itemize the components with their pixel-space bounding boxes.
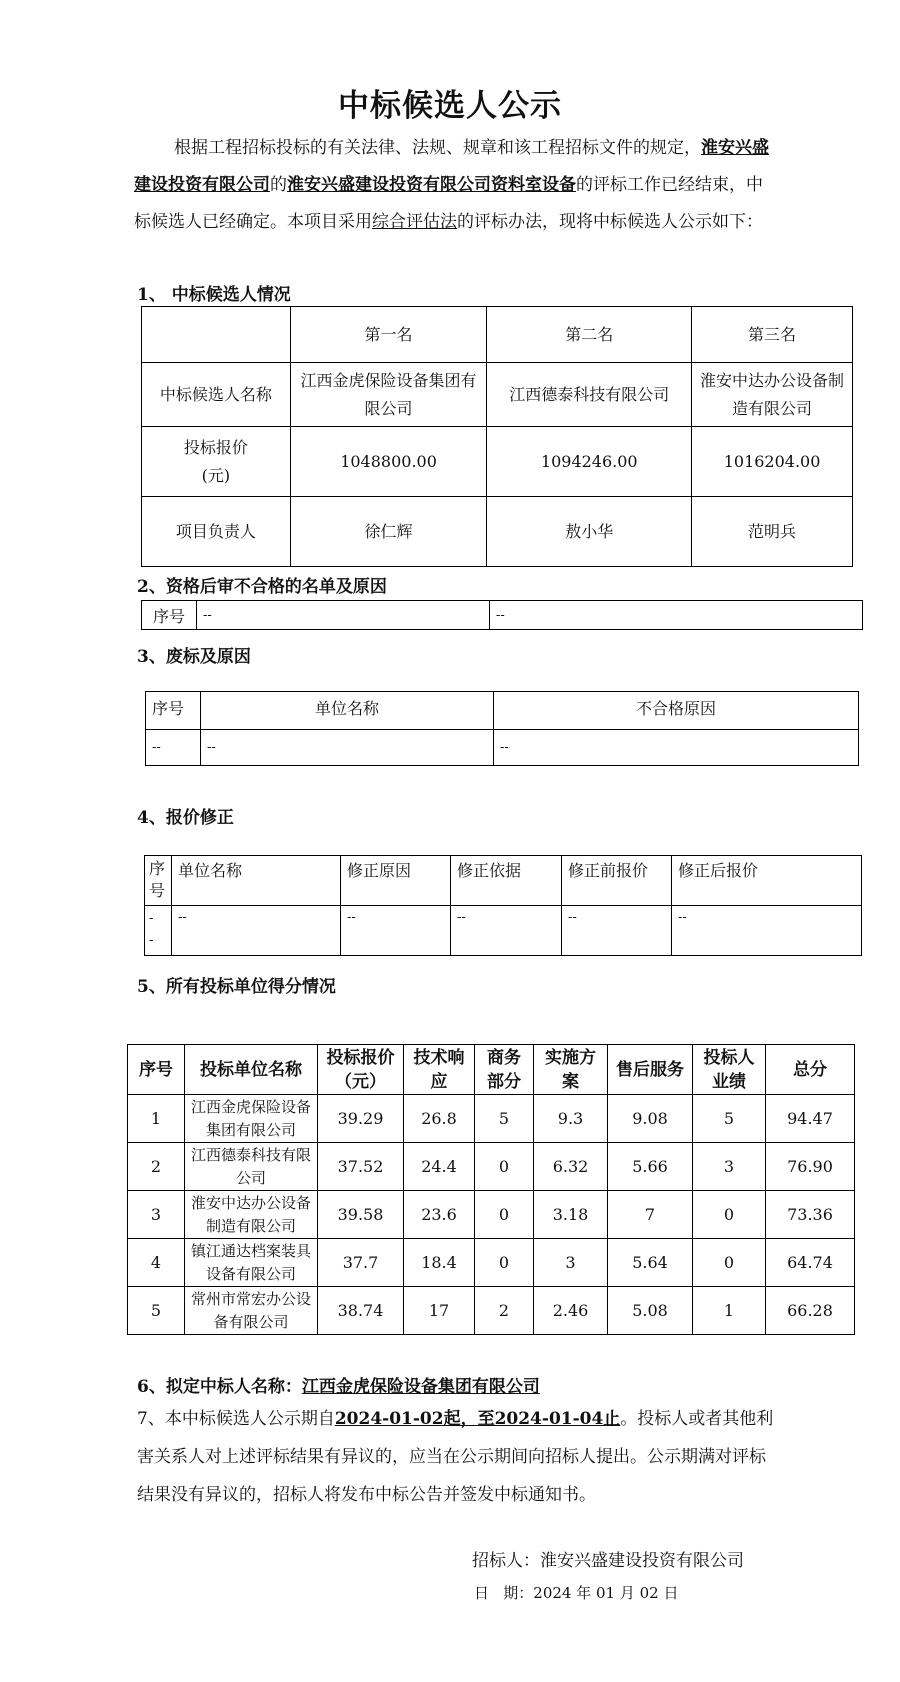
table-cell: 0: [693, 1191, 766, 1239]
price-correction-table: [144, 855, 862, 956]
table-cell: 5: [475, 1095, 534, 1143]
table-row: [142, 427, 853, 497]
table-cell: 修正原因: [341, 856, 451, 906]
table-row: [128, 1143, 855, 1191]
table-row: [128, 1191, 855, 1239]
table-cell: 修正前报价: [562, 856, 672, 906]
table-cell: --: [341, 906, 451, 956]
intro-paragraph: [134, 130, 774, 241]
table-cell: 中标候选人名称: [142, 363, 291, 427]
table-row: [142, 497, 853, 567]
table-cell: 64.74: [766, 1239, 855, 1287]
table-cell: 总分: [766, 1045, 855, 1095]
evaluation-method: 综合评估法: [372, 212, 457, 232]
section7-paragraph: [137, 1400, 777, 1514]
table-cell: 投标报价（元）: [318, 1045, 404, 1095]
table-cell: 序号: [128, 1045, 185, 1095]
table-cell: 23.6: [404, 1191, 475, 1239]
table-cell: 39.58: [318, 1191, 404, 1239]
table-cell: 敖小华: [487, 497, 692, 567]
table-cell: 9.08: [608, 1095, 693, 1143]
scores-table: [127, 1044, 855, 1335]
table-cell: 3: [128, 1191, 185, 1239]
table-cell: 江西德泰科技有限公司: [185, 1143, 318, 1191]
table-row: [146, 692, 859, 730]
table-cell: 投标人业绩: [693, 1045, 766, 1095]
table-cell: 2.46: [534, 1287, 608, 1335]
table-row: [128, 1045, 855, 1095]
section6-line: [137, 1372, 540, 1397]
table-cell: 第三名: [692, 307, 853, 363]
table-cell: --: [490, 601, 863, 630]
candidates-table: [141, 306, 853, 567]
table-cell: 淮安中达办公设备制造有限公司: [692, 363, 853, 427]
table-cell: 26.8: [404, 1095, 475, 1143]
table-cell: 不合格原因: [494, 692, 859, 730]
table-cell: 38.74: [318, 1287, 404, 1335]
section7-text-1: 7、本中标候选人公示期自: [137, 1409, 335, 1429]
intro-text-2: 的: [270, 175, 287, 195]
table-cell: --: [672, 906, 862, 956]
section2-heading: 2、资格后审不合格的名单及原因: [137, 577, 387, 597]
table-cell: 常州市常宏办公设备有限公司: [185, 1287, 318, 1335]
table-cell: 江西德泰科技有限公司: [487, 363, 692, 427]
intro-text-4: 的评标办法，现将中标候选人公示如下：: [457, 212, 763, 232]
table-cell: 投标单位名称: [185, 1045, 318, 1095]
table-cell: 淮安中达办公设备制造有限公司: [185, 1191, 318, 1239]
winner-label: 6、拟定中标人名称：: [137, 1377, 302, 1397]
table-cell: 3: [693, 1143, 766, 1191]
table-cell: 2: [128, 1143, 185, 1191]
table-cell: 1048800.00: [290, 427, 487, 497]
table-cell: --: [562, 906, 672, 956]
table-row: [142, 307, 853, 363]
intro-text-3: 的评标工作已经结束，中标候选人已经确定。本项目采用: [134, 175, 763, 232]
table-cell: 94.47: [766, 1095, 855, 1143]
table-cell: 5.66: [608, 1143, 693, 1191]
table-cell: 序号: [146, 692, 201, 730]
page-title: 中标候选人公示: [338, 88, 562, 124]
table-cell: 5.64: [608, 1239, 693, 1287]
table-cell: 徐仁辉: [290, 497, 487, 567]
table-cell: 单位名称: [172, 856, 341, 906]
signature-tenderer: 招标人：淮安兴盛建设投资有限公司: [472, 1551, 744, 1571]
table-row: [128, 1287, 855, 1335]
section3-heading: 3、废标及原因: [137, 647, 251, 667]
table-cell: 39.29: [318, 1095, 404, 1143]
disqualified-table: [141, 600, 863, 630]
table-cell: 江西金虎保险设备集团有限公司: [185, 1095, 318, 1143]
table-row: [142, 363, 853, 427]
table-cell: 2: [475, 1287, 534, 1335]
table-cell: 0: [475, 1239, 534, 1287]
table-cell: 37.7: [318, 1239, 404, 1287]
table-cell: 售后服务: [608, 1045, 693, 1095]
table-cell: 0: [475, 1143, 534, 1191]
table-cell: 1: [128, 1095, 185, 1143]
project-name: 淮安兴盛建设投资有限公司资料室设备: [287, 175, 576, 195]
table-cell: 修正后报价: [672, 856, 862, 906]
table-cell: 范明兵: [692, 497, 853, 567]
publicity-period: 2024-01-02起，至2024-01-04止: [334, 1409, 621, 1429]
table-cell: --: [201, 730, 494, 766]
winner-name: 江西金虎保险设备集团有限公司: [301, 1377, 540, 1397]
table-row: [142, 601, 863, 630]
table-cell: 5.08: [608, 1287, 693, 1335]
table-cell: 7: [608, 1191, 693, 1239]
table-cell: 江西金虎保险设备集团有限公司: [290, 363, 487, 427]
table-cell: 1016204.00: [692, 427, 853, 497]
table-cell: 66.28: [766, 1287, 855, 1335]
table-cell: 6.32: [534, 1143, 608, 1191]
table-cell: 商务部分: [475, 1045, 534, 1095]
table-cell: 技术响应: [404, 1045, 475, 1095]
table-cell: 序 号: [145, 856, 172, 906]
table-cell: 5: [128, 1287, 185, 1335]
table-cell: 投标报价 (元): [142, 427, 291, 497]
table-cell: --: [197, 601, 490, 630]
table-cell: 项目负责人: [142, 497, 291, 567]
table-cell: 1094246.00: [487, 427, 692, 497]
table-cell: --: [451, 906, 562, 956]
table-cell: --: [494, 730, 859, 766]
table-cell: --: [146, 730, 201, 766]
table-cell: 0: [475, 1191, 534, 1239]
table-cell: 0: [693, 1239, 766, 1287]
table-cell: 24.4: [404, 1143, 475, 1191]
tenderer-name: 淮安兴盛建设投资有限公司: [134, 138, 769, 195]
table-cell: 73.36: [766, 1191, 855, 1239]
section1-heading: 1、 中标候选人情况: [137, 285, 291, 305]
table-cell: 第二名: [487, 307, 692, 363]
table-cell: 3: [534, 1239, 608, 1287]
table-cell: 76.90: [766, 1143, 855, 1191]
table-cell: - -: [145, 906, 172, 956]
table-cell: 序号: [142, 601, 197, 630]
table-cell: 37.52: [318, 1143, 404, 1191]
table-row: [145, 906, 862, 956]
intro-text-1: 根据工程招标投标的有关法律、法规、规章和该工程招标文件的规定，: [174, 138, 701, 158]
table-cell: 18.4: [404, 1239, 475, 1287]
table-row: [128, 1239, 855, 1287]
table-row: [128, 1095, 855, 1143]
table-cell: 单位名称: [201, 692, 494, 730]
table-cell: 17: [404, 1287, 475, 1335]
section4-heading: 4、报价修正: [137, 808, 234, 828]
table-cell: 4: [128, 1239, 185, 1287]
section7-text-2: 。投标人或者其他利害关系人对上述评标结果有异议的，应当在公示期间向招标人提出。公示期满对评标结果没有异议的，招标人将发布中标公告并签发中标通知书。: [137, 1409, 774, 1505]
section5-heading: 5、所有投标单位得分情况: [137, 977, 336, 997]
table-cell: 9.3: [534, 1095, 608, 1143]
table-cell: 实施方案: [534, 1045, 608, 1095]
table-cell: --: [172, 906, 341, 956]
table-row: [145, 856, 862, 906]
invalid-bids-table: [145, 691, 859, 766]
table-cell: 3.18: [534, 1191, 608, 1239]
table-cell: 镇江通达档案装具设备有限公司: [185, 1239, 318, 1287]
table-cell: 第一名: [290, 307, 487, 363]
table-cell: 修正依据: [451, 856, 562, 906]
table-cell: 5: [693, 1095, 766, 1143]
table-cell: [142, 307, 291, 363]
table-cell: 1: [693, 1287, 766, 1335]
table-row: [146, 730, 859, 766]
signature-date: 日 期：2024 年 01 月 02 日: [474, 1584, 679, 1602]
